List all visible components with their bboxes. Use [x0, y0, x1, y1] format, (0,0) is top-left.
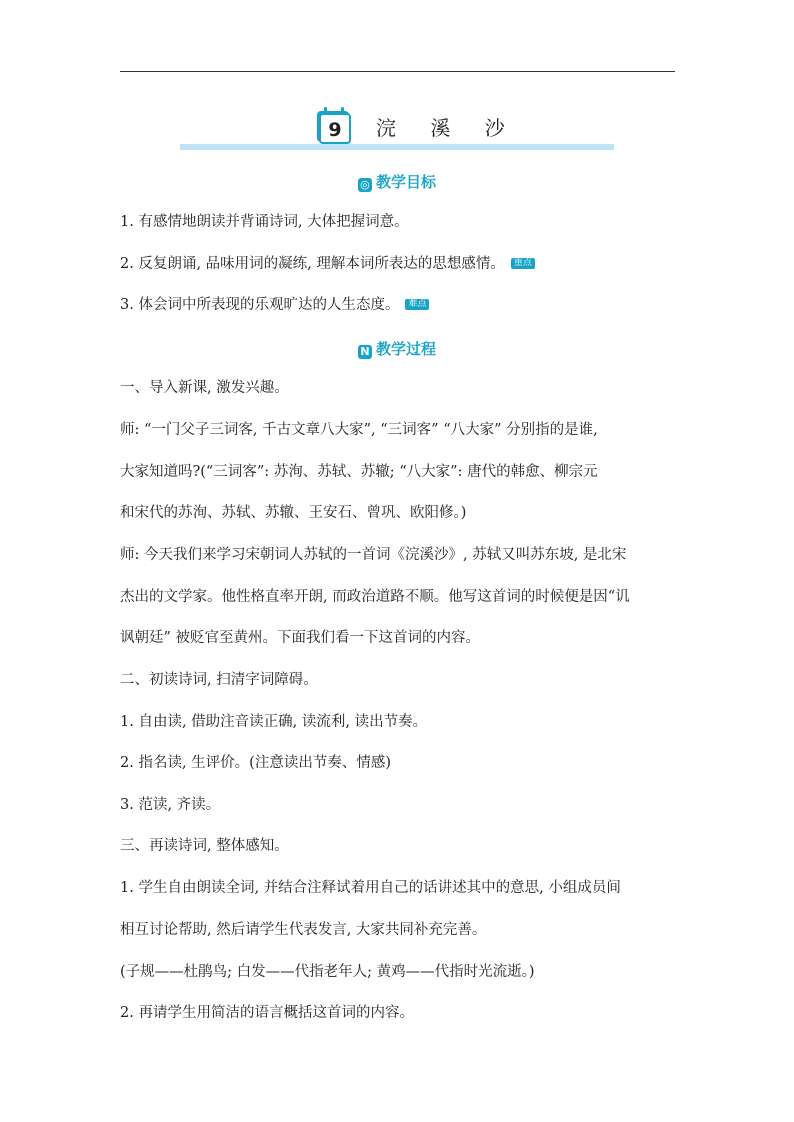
process-line: 三、再读诗词, 整体感知。	[120, 838, 289, 854]
objective-item: 2. 反复朗诵, 品味用词的凝练, 理解本词所表达的思想感情。 重点	[120, 254, 535, 274]
process-line: 1. 学生自由朗读全词, 并结合注释试着用自己的话讲述其中的意思, 小组成员间	[120, 880, 621, 896]
lesson-title-banner	[180, 100, 614, 152]
process-line: 杰出的文学家。他性格直率开朗, 而政治道路不顺。他写这首词的时候便是因“讥	[120, 589, 630, 605]
process-heading: N 教学过程	[0, 338, 794, 359]
process-line: 一、导入新课, 激发兴趣。	[120, 380, 289, 396]
objective-item: 3. 体会词中所表现的乐观旷达的人生态度。 难点	[120, 295, 429, 315]
process-line: 师: “一门父子三词客, 千古文章八大家”, “三词客” “八大家” 分别指的是谁,	[120, 422, 598, 438]
process-line: 2. 再请学生用简洁的语言概括这首词的内容。	[120, 1005, 414, 1021]
objective-item: 1. 有感情地朗读并背诵诗词, 大体把握词意。	[120, 214, 409, 230]
process-line: 相互讨论帮助, 然后请学生代表发言, 大家共同补充完善。	[120, 922, 487, 938]
target-icon: ◎	[358, 178, 372, 192]
key-point-badge: 重点	[511, 258, 535, 269]
calendar-number-icon	[314, 105, 354, 145]
top-rule	[120, 71, 675, 72]
title-underline-bar	[180, 144, 614, 150]
process-line: (子规——杜鹃鸟; 白发——代指老年人; 黄鸡——代指时光流逝。)	[120, 964, 535, 980]
process-line: 1. 自由读, 借助注音读正确, 读流利, 读出节奏。	[120, 714, 428, 730]
objectives-heading: ◎ 教学目标	[0, 171, 794, 192]
lesson-number: 9	[328, 119, 342, 141]
process-line: 讽朝廷” 被贬官至黄州。下面我们看一下这首词的内容。	[120, 630, 481, 646]
process-line: 二、初读诗词, 扫清字词障碍。	[120, 672, 318, 688]
process-line: 和宋代的苏洵、苏轼、苏辙、王安石、曾巩、欧阳修。)	[120, 505, 467, 521]
process-line: 大家知道吗?(“三词客”: 苏洵、苏轼、苏辙; “八大家”: 唐代的韩愈、柳宗元	[120, 464, 598, 480]
process-line: 师: 今天我们来学习宋朝词人苏轼的一首词《浣溪沙》, 苏轼又叫苏东坡, 是北宋	[120, 547, 627, 563]
process-line: 3. 范读, 齐读。	[120, 797, 221, 813]
process-icon: N	[358, 345, 372, 359]
page-title: 浣 溪 沙	[376, 116, 519, 140]
difficulty-badge: 难点	[405, 299, 429, 310]
process-line: 2. 指名读, 生评价。(注意读出节奏、情感)	[120, 755, 391, 771]
